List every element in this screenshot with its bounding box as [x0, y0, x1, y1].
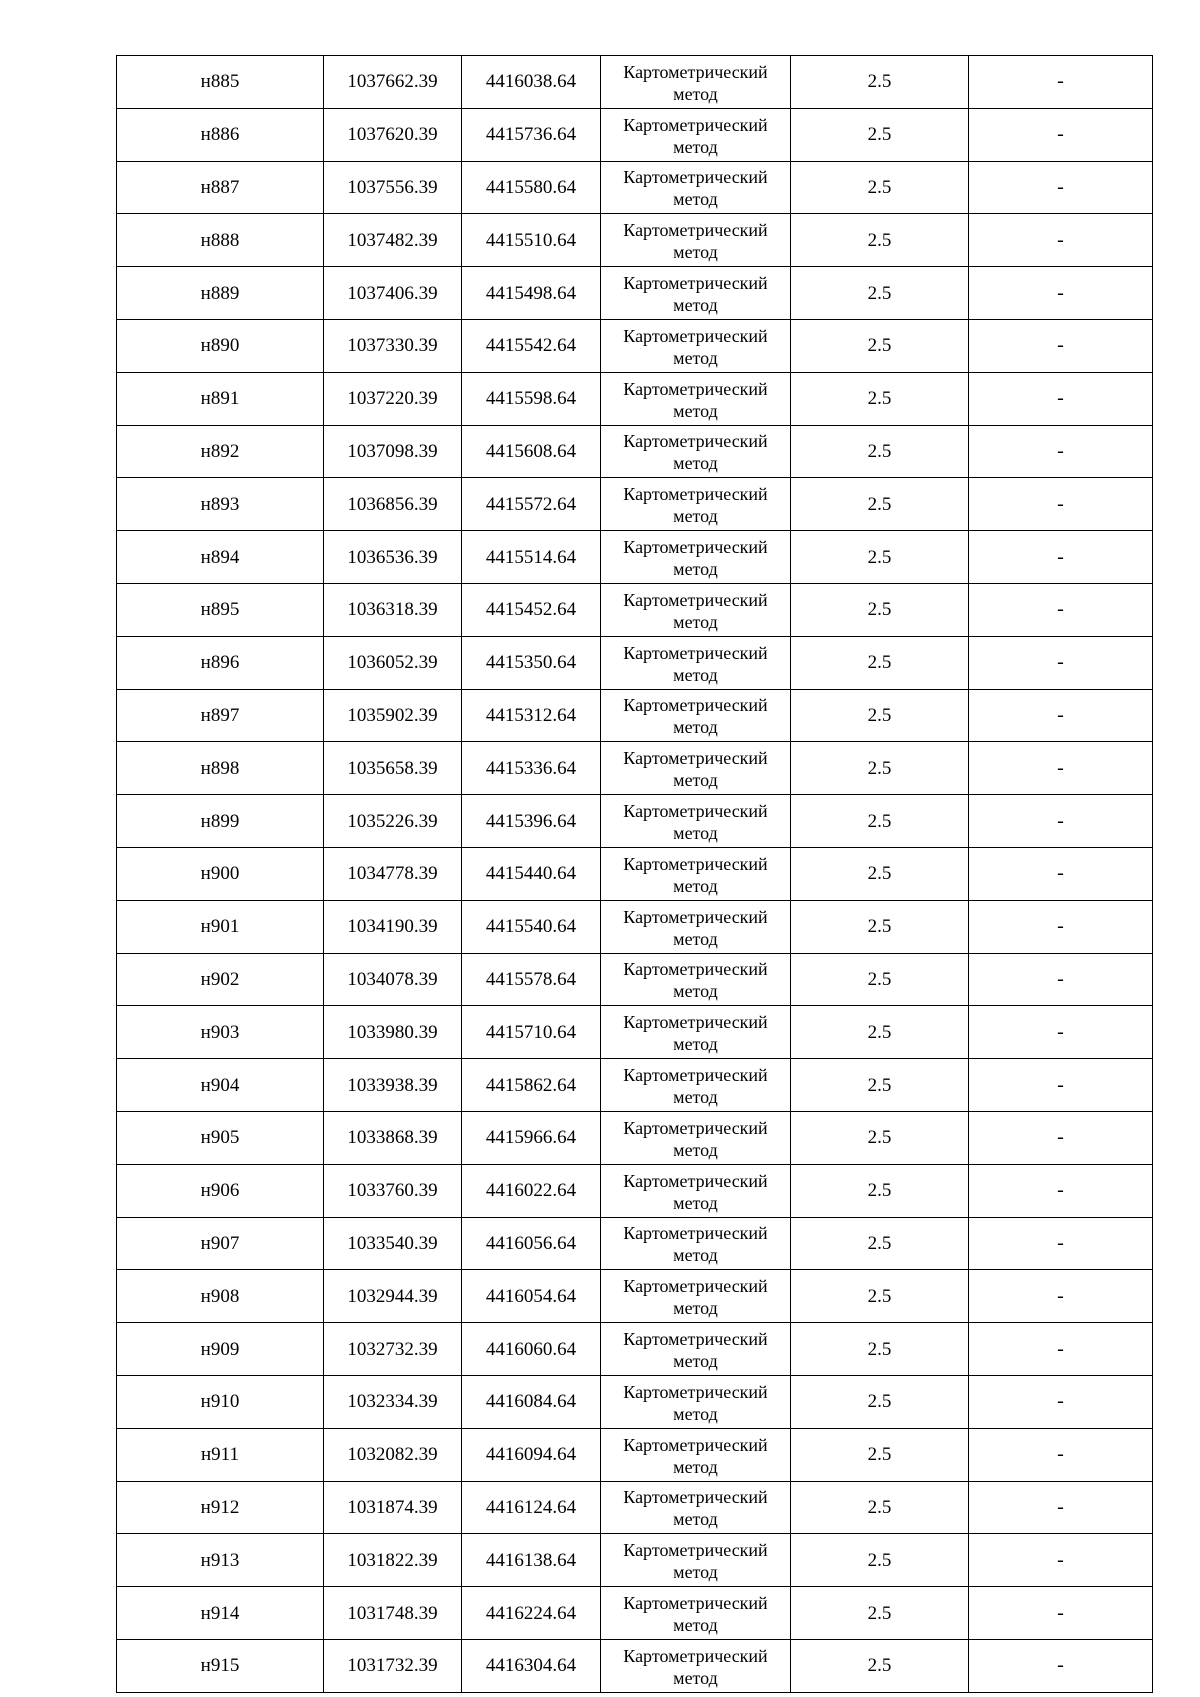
note-cell: -	[969, 1059, 1153, 1112]
method-cell: Картометрический метод	[601, 1006, 791, 1059]
y-coordinate-cell: 4416094.64	[462, 1428, 601, 1481]
point-number-cell: н900	[117, 847, 324, 900]
method-cell: Картометрический метод	[601, 636, 791, 689]
x-coordinate-cell: 1037620.39	[324, 108, 462, 161]
x-coordinate-cell: 1033760.39	[324, 1164, 462, 1217]
table-row	[117, 1534, 1153, 1587]
x-coordinate-cell: 1034078.39	[324, 953, 462, 1006]
note-cell: -	[969, 583, 1153, 636]
x-coordinate-cell: 1035902.39	[324, 689, 462, 742]
point-number-cell: н906	[117, 1164, 324, 1217]
point-number-cell: н894	[117, 531, 324, 584]
x-coordinate-cell: 1031748.39	[324, 1587, 462, 1640]
note-cell: -	[969, 1639, 1153, 1692]
note-cell: -	[969, 900, 1153, 953]
table-row	[117, 214, 1153, 267]
method-cell: Картометрический метод	[601, 742, 791, 795]
point-number-cell: н895	[117, 583, 324, 636]
x-coordinate-cell: 1035226.39	[324, 795, 462, 848]
method-cell: Картометрический метод	[601, 214, 791, 267]
point-number-cell: н899	[117, 795, 324, 848]
point-number-cell: н897	[117, 689, 324, 742]
method-cell: Картометрический метод	[601, 1428, 791, 1481]
point-number-cell: н888	[117, 214, 324, 267]
table-row	[117, 1217, 1153, 1270]
method-cell: Картометрический метод	[601, 267, 791, 320]
table-row	[117, 267, 1153, 320]
accuracy-cell: 2.5	[791, 56, 969, 109]
note-cell: -	[969, 478, 1153, 531]
x-coordinate-cell: 1033980.39	[324, 1006, 462, 1059]
x-coordinate-cell: 1031874.39	[324, 1481, 462, 1534]
x-coordinate-cell: 1031822.39	[324, 1534, 462, 1587]
y-coordinate-cell: 4415498.64	[462, 267, 601, 320]
method-cell: Картометрический метод	[601, 1323, 791, 1376]
y-coordinate-cell: 4416022.64	[462, 1164, 601, 1217]
x-coordinate-cell: 1036536.39	[324, 531, 462, 584]
point-number-cell: н890	[117, 319, 324, 372]
y-coordinate-cell: 4416054.64	[462, 1270, 601, 1323]
method-cell: Картометрический метод	[601, 319, 791, 372]
accuracy-cell: 2.5	[791, 1639, 969, 1692]
x-coordinate-cell: 1033938.39	[324, 1059, 462, 1112]
y-coordinate-cell: 4416224.64	[462, 1587, 601, 1640]
y-coordinate-cell: 4415966.64	[462, 1111, 601, 1164]
table-row	[117, 583, 1153, 636]
accuracy-cell: 2.5	[791, 319, 969, 372]
note-cell: -	[969, 953, 1153, 1006]
accuracy-cell: 2.5	[791, 1217, 969, 1270]
method-cell: Картометрический метод	[601, 1164, 791, 1217]
y-coordinate-cell: 4415350.64	[462, 636, 601, 689]
point-number-cell: н886	[117, 108, 324, 161]
table-row	[117, 795, 1153, 848]
x-coordinate-cell: 1037662.39	[324, 56, 462, 109]
accuracy-cell: 2.5	[791, 1375, 969, 1428]
method-cell: Картометрический метод	[601, 425, 791, 478]
y-coordinate-cell: 4416138.64	[462, 1534, 601, 1587]
coordinates-table	[116, 55, 1153, 1693]
method-cell: Картометрический метод	[601, 900, 791, 953]
point-number-cell: н907	[117, 1217, 324, 1270]
note-cell: -	[969, 1534, 1153, 1587]
y-coordinate-cell: 4415396.64	[462, 795, 601, 848]
accuracy-cell: 2.5	[791, 1270, 969, 1323]
accuracy-cell: 2.5	[791, 1534, 969, 1587]
x-coordinate-cell: 1033868.39	[324, 1111, 462, 1164]
y-coordinate-cell: 4416060.64	[462, 1323, 601, 1376]
method-cell: Картометрический метод	[601, 1534, 791, 1587]
note-cell: -	[969, 1587, 1153, 1640]
y-coordinate-cell: 4415542.64	[462, 319, 601, 372]
x-coordinate-cell: 1037556.39	[324, 161, 462, 214]
note-cell: -	[969, 1006, 1153, 1059]
note-cell: -	[969, 1481, 1153, 1534]
accuracy-cell: 2.5	[791, 478, 969, 531]
point-number-cell: н915	[117, 1639, 324, 1692]
accuracy-cell: 2.5	[791, 1059, 969, 1112]
accuracy-cell: 2.5	[791, 742, 969, 795]
note-cell: -	[969, 372, 1153, 425]
table-row	[117, 1639, 1153, 1692]
point-number-cell: н904	[117, 1059, 324, 1112]
method-cell: Картометрический метод	[601, 1587, 791, 1640]
table-row	[117, 161, 1153, 214]
table-row	[117, 425, 1153, 478]
table-row	[117, 372, 1153, 425]
table-row	[117, 478, 1153, 531]
table-row	[117, 1059, 1153, 1112]
y-coordinate-cell: 4415514.64	[462, 531, 601, 584]
note-cell: -	[969, 1428, 1153, 1481]
accuracy-cell: 2.5	[791, 372, 969, 425]
method-cell: Картометрический метод	[601, 689, 791, 742]
method-cell: Картометрический метод	[601, 1217, 791, 1270]
table-row	[117, 1006, 1153, 1059]
note-cell: -	[969, 1217, 1153, 1270]
point-number-cell: н913	[117, 1534, 324, 1587]
accuracy-cell: 2.5	[791, 425, 969, 478]
method-cell: Картометрический метод	[601, 372, 791, 425]
y-coordinate-cell: 4415736.64	[462, 108, 601, 161]
point-number-cell: н905	[117, 1111, 324, 1164]
point-number-cell: н912	[117, 1481, 324, 1534]
point-number-cell: н902	[117, 953, 324, 1006]
point-number-cell: н903	[117, 1006, 324, 1059]
x-coordinate-cell: 1036856.39	[324, 478, 462, 531]
x-coordinate-cell: 1037482.39	[324, 214, 462, 267]
y-coordinate-cell: 4415572.64	[462, 478, 601, 531]
method-cell: Картометрический метод	[601, 1375, 791, 1428]
table-row	[117, 1428, 1153, 1481]
x-coordinate-cell: 1037406.39	[324, 267, 462, 320]
point-number-cell: н911	[117, 1428, 324, 1481]
table-row	[117, 1111, 1153, 1164]
x-coordinate-cell: 1035658.39	[324, 742, 462, 795]
note-cell: -	[969, 1164, 1153, 1217]
accuracy-cell: 2.5	[791, 1481, 969, 1534]
y-coordinate-cell: 4416304.64	[462, 1639, 601, 1692]
accuracy-cell: 2.5	[791, 1111, 969, 1164]
method-cell: Картометрический метод	[601, 161, 791, 214]
note-cell: -	[969, 1270, 1153, 1323]
table-row	[117, 1164, 1153, 1217]
method-cell: Картометрический метод	[601, 795, 791, 848]
table-row	[117, 1323, 1153, 1376]
y-coordinate-cell: 4416038.64	[462, 56, 601, 109]
y-coordinate-cell: 4416124.64	[462, 1481, 601, 1534]
point-number-cell: н889	[117, 267, 324, 320]
note-cell: -	[969, 1323, 1153, 1376]
method-cell: Картометрический метод	[601, 531, 791, 584]
accuracy-cell: 2.5	[791, 689, 969, 742]
accuracy-cell: 2.5	[791, 847, 969, 900]
y-coordinate-cell: 4415710.64	[462, 1006, 601, 1059]
note-cell: -	[969, 636, 1153, 689]
table-row	[117, 1375, 1153, 1428]
y-coordinate-cell: 4415312.64	[462, 689, 601, 742]
accuracy-cell: 2.5	[791, 531, 969, 584]
x-coordinate-cell: 1036052.39	[324, 636, 462, 689]
y-coordinate-cell: 4416056.64	[462, 1217, 601, 1270]
accuracy-cell: 2.5	[791, 636, 969, 689]
method-cell: Картометрический метод	[601, 1639, 791, 1692]
x-coordinate-cell: 1032944.39	[324, 1270, 462, 1323]
point-number-cell: н901	[117, 900, 324, 953]
note-cell: -	[969, 56, 1153, 109]
note-cell: -	[969, 1111, 1153, 1164]
table-row	[117, 689, 1153, 742]
y-coordinate-cell: 4415452.64	[462, 583, 601, 636]
accuracy-cell: 2.5	[791, 1006, 969, 1059]
x-coordinate-cell: 1037098.39	[324, 425, 462, 478]
method-cell: Картометрический метод	[601, 847, 791, 900]
point-number-cell: н908	[117, 1270, 324, 1323]
point-number-cell: н891	[117, 372, 324, 425]
accuracy-cell: 2.5	[791, 108, 969, 161]
table-row	[117, 108, 1153, 161]
method-cell: Картометрический метод	[601, 1270, 791, 1323]
x-coordinate-cell: 1037330.39	[324, 319, 462, 372]
method-cell: Картометрический метод	[601, 56, 791, 109]
table-row	[117, 1481, 1153, 1534]
x-coordinate-cell: 1036318.39	[324, 583, 462, 636]
x-coordinate-cell: 1034190.39	[324, 900, 462, 953]
note-cell: -	[969, 531, 1153, 584]
accuracy-cell: 2.5	[791, 1428, 969, 1481]
y-coordinate-cell: 4415336.64	[462, 742, 601, 795]
point-number-cell: н896	[117, 636, 324, 689]
y-coordinate-cell: 4415540.64	[462, 900, 601, 953]
note-cell: -	[969, 847, 1153, 900]
table-row	[117, 900, 1153, 953]
x-coordinate-cell: 1032082.39	[324, 1428, 462, 1481]
x-coordinate-cell: 1032334.39	[324, 1375, 462, 1428]
x-coordinate-cell: 1033540.39	[324, 1217, 462, 1270]
note-cell: -	[969, 795, 1153, 848]
x-coordinate-cell: 1032732.39	[324, 1323, 462, 1376]
table-body	[117, 56, 1153, 1693]
note-cell: -	[969, 267, 1153, 320]
table-row	[117, 1587, 1153, 1640]
accuracy-cell: 2.5	[791, 953, 969, 1006]
accuracy-cell: 2.5	[791, 1323, 969, 1376]
method-cell: Картометрический метод	[601, 1481, 791, 1534]
x-coordinate-cell: 1031732.39	[324, 1639, 462, 1692]
method-cell: Картометрический метод	[601, 583, 791, 636]
x-coordinate-cell: 1034778.39	[324, 847, 462, 900]
note-cell: -	[969, 689, 1153, 742]
y-coordinate-cell: 4415580.64	[462, 161, 601, 214]
note-cell: -	[969, 214, 1153, 267]
method-cell: Картометрический метод	[601, 478, 791, 531]
y-coordinate-cell: 4415608.64	[462, 425, 601, 478]
accuracy-cell: 2.5	[791, 583, 969, 636]
y-coordinate-cell: 4415862.64	[462, 1059, 601, 1112]
note-cell: -	[969, 1375, 1153, 1428]
table-row	[117, 319, 1153, 372]
accuracy-cell: 2.5	[791, 1164, 969, 1217]
y-coordinate-cell: 4415598.64	[462, 372, 601, 425]
table-row	[117, 847, 1153, 900]
method-cell: Картометрический метод	[601, 1111, 791, 1164]
accuracy-cell: 2.5	[791, 214, 969, 267]
table-row	[117, 531, 1153, 584]
table-row	[117, 953, 1153, 1006]
x-coordinate-cell: 1037220.39	[324, 372, 462, 425]
table-row	[117, 1270, 1153, 1323]
point-number-cell: н887	[117, 161, 324, 214]
accuracy-cell: 2.5	[791, 795, 969, 848]
note-cell: -	[969, 161, 1153, 214]
y-coordinate-cell: 4415440.64	[462, 847, 601, 900]
point-number-cell: н893	[117, 478, 324, 531]
point-number-cell: н898	[117, 742, 324, 795]
point-number-cell: н885	[117, 56, 324, 109]
method-cell: Картометрический метод	[601, 953, 791, 1006]
method-cell: Картометрический метод	[601, 1059, 791, 1112]
point-number-cell: н914	[117, 1587, 324, 1640]
y-coordinate-cell: 4415578.64	[462, 953, 601, 1006]
y-coordinate-cell: 4416084.64	[462, 1375, 601, 1428]
note-cell: -	[969, 742, 1153, 795]
accuracy-cell: 2.5	[791, 267, 969, 320]
accuracy-cell: 2.5	[791, 900, 969, 953]
table-row	[117, 742, 1153, 795]
table-row	[117, 636, 1153, 689]
note-cell: -	[969, 425, 1153, 478]
point-number-cell: н909	[117, 1323, 324, 1376]
note-cell: -	[969, 319, 1153, 372]
method-cell: Картометрический метод	[601, 108, 791, 161]
table-row	[117, 56, 1153, 109]
accuracy-cell: 2.5	[791, 1587, 969, 1640]
point-number-cell: н910	[117, 1375, 324, 1428]
accuracy-cell: 2.5	[791, 161, 969, 214]
y-coordinate-cell: 4415510.64	[462, 214, 601, 267]
point-number-cell: н892	[117, 425, 324, 478]
note-cell: -	[969, 108, 1153, 161]
